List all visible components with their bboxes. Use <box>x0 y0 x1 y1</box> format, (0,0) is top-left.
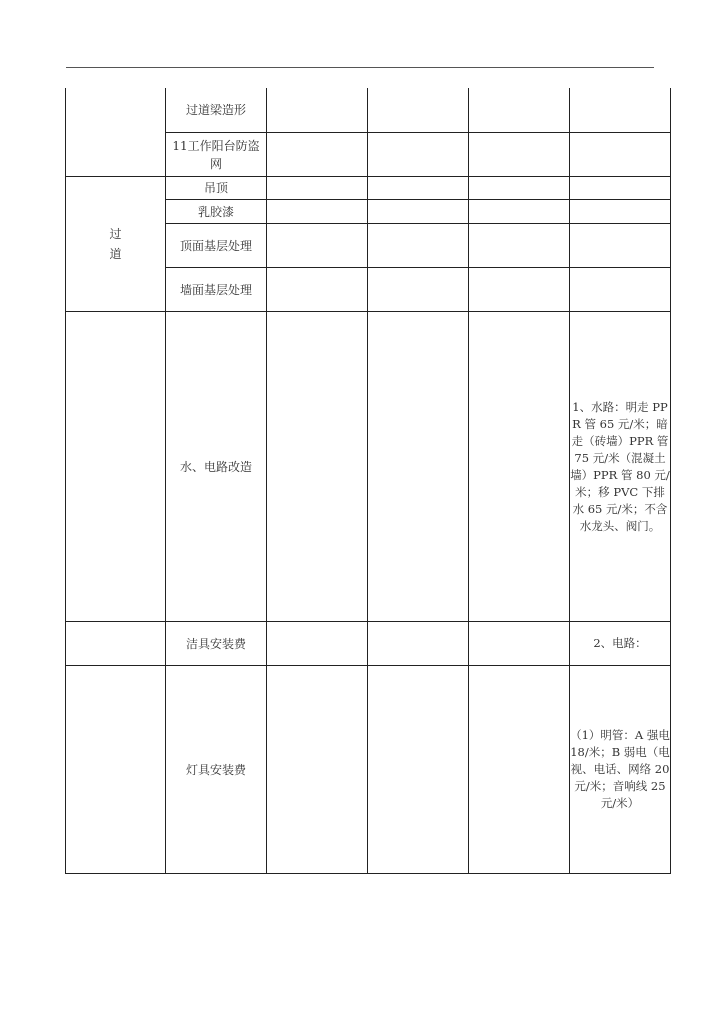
item-cell: 顶面基层处理 <box>179 238 252 253</box>
item-cell: 11工作阳台防盗网 <box>172 138 260 171</box>
note-cell: （1）明管：A 强电 18/米；B 弱电（电视、电话、网络 20 元/米；音响线 25 元/米） <box>570 728 670 810</box>
col-divider-4 <box>468 88 469 874</box>
group-label: 过 道 <box>109 227 122 261</box>
item-cell: 灯具安装费 <box>185 762 246 777</box>
note-cell: 1、水路：明走 PPR 管 65 元/米；暗走（砖墙）PPR 管 75 元/米（混凝土墙）PPR 管 80 元/米；移 PVC 下排水 65 元/米；不含水龙头、阀门。 <box>570 399 670 533</box>
col-divider-3 <box>367 88 368 874</box>
col-divider-2 <box>266 88 267 874</box>
note-cell: 2、电路： <box>593 636 647 650</box>
item-cell: 水、电路改造 <box>179 459 252 474</box>
item-cell: 过道梁造形 <box>185 103 246 117</box>
item-cell: 吊顶 <box>203 181 228 195</box>
table-border-right <box>670 88 671 874</box>
table-border-bottom <box>65 873 671 874</box>
item-cell: 墙面基层处理 <box>179 282 252 297</box>
item-cell: 洁具安装费 <box>185 636 246 651</box>
item-cell: 乳胶漆 <box>197 204 234 219</box>
col-divider-1 <box>165 88 166 874</box>
